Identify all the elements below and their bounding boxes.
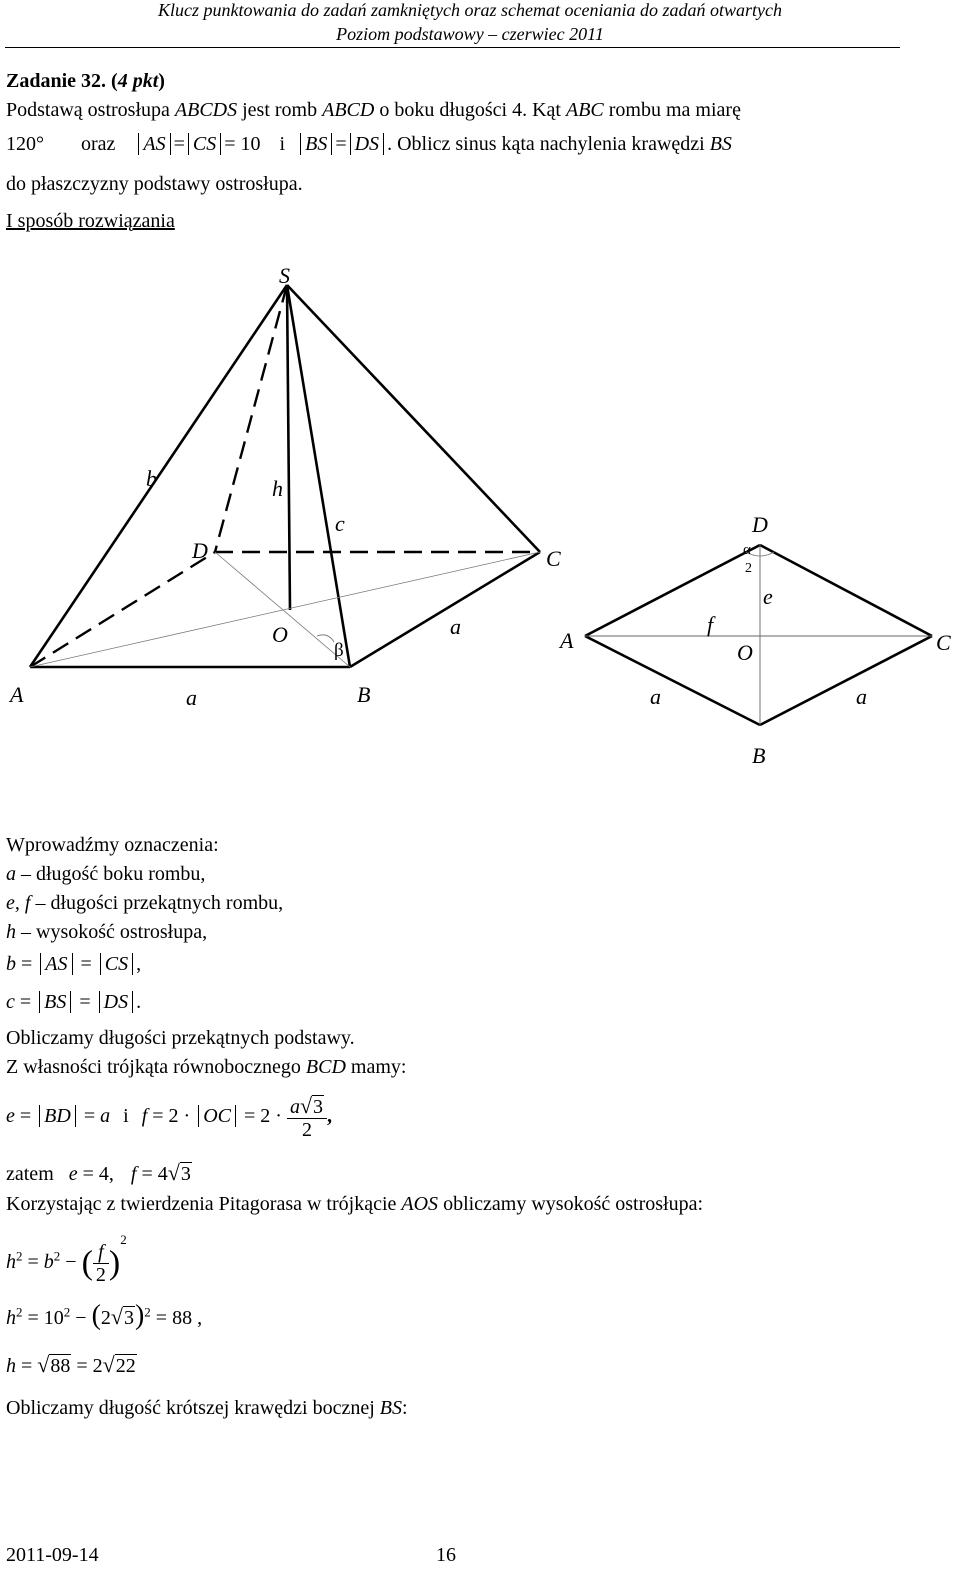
edge-AD bbox=[30, 552, 215, 667]
rhombus-CB bbox=[760, 636, 932, 725]
rhombus-drawing bbox=[585, 545, 932, 725]
pitagoras-line: Korzystając z twierdzenia Pitagorasa w trójkącie AOS obliczamy wysokość ostrosłupa: bbox=[6, 1193, 704, 1215]
task-title: Zadanie 32. (4 pkt) bbox=[6, 70, 165, 92]
label-f: f bbox=[707, 612, 714, 637]
footer-date: 2011-09-14 bbox=[6, 1544, 99, 1566]
header-line-2: Poziom podstawowy – czerwiec 2011 bbox=[336, 24, 604, 44]
label-a-BC: a bbox=[450, 614, 461, 639]
property-line: Z własności trójkąta równobocznego BCD mamy: bbox=[6, 1056, 407, 1078]
calc-diagonals-line: Obliczamy długości przekątnych podstawy. bbox=[6, 1027, 355, 1049]
label-S: S bbox=[279, 263, 290, 288]
definition-c: c = BS = DS . bbox=[6, 991, 142, 1013]
label-b: b bbox=[146, 466, 157, 491]
definition-b: b = AS = CS , bbox=[6, 953, 142, 975]
header-divider bbox=[5, 47, 900, 48]
diagonal-AC bbox=[30, 552, 540, 667]
label-B-rhombus: B bbox=[752, 743, 766, 768]
label-O-rhombus: O bbox=[737, 640, 753, 665]
equation-h-value: h = √88 = 2√22 bbox=[6, 1352, 136, 1377]
task-line-1: Podstawą ostrosłupa ABCDS jest romb ABCD o boku długości 4. Kąt ABC rombu ma miarę bbox=[6, 99, 741, 121]
rhombus-BA bbox=[585, 636, 760, 725]
method-title: I sposób rozwiązania bbox=[6, 210, 175, 232]
label-2-half: 2 bbox=[745, 561, 752, 576]
label-a-AB: a bbox=[186, 685, 197, 710]
label-C-rhombus: C bbox=[936, 630, 951, 655]
definition-h: h – wysokość ostrosłupa, bbox=[6, 921, 208, 943]
equation-e-f: e = BD = a i f = 2 · OC = 2 · $\frac{a√3}{2}$ , bbox=[6, 1093, 333, 1142]
pyramid-and-rhombus-figure bbox=[0, 250, 960, 780]
fraction-a-sqrt3-over-2: $\frac{a√3}{2}$ bbox=[287, 1094, 327, 1141]
intro-line: Wprowadźmy oznaczenia: bbox=[6, 834, 219, 856]
edge-BC bbox=[350, 552, 540, 667]
pyramid-drawing bbox=[30, 285, 540, 667]
rhombus-DC bbox=[760, 545, 932, 636]
label-O: O bbox=[272, 622, 288, 647]
label-alpha: α bbox=[743, 542, 751, 558]
edge-SD bbox=[215, 285, 287, 552]
definition-ef: e, f – długości przekątnych rombu, bbox=[6, 892, 284, 914]
page-number: 16 bbox=[436, 1544, 456, 1566]
label-a-right: a bbox=[856, 684, 867, 709]
task-line-2: 120° oraz AS = CS = 10 i BS = DS . Oblicz sinus kąta nachylenia krawędzi BS bbox=[6, 133, 732, 155]
label-A: A bbox=[10, 682, 24, 707]
label-A-rhombus: A bbox=[560, 628, 574, 653]
edge-SA bbox=[30, 285, 287, 667]
rhombus-AD bbox=[585, 545, 760, 636]
label-e: e bbox=[763, 584, 773, 609]
equation-h-squared-value: $h^2 = 10^2 - (2√3)^2 = 88$ , bbox=[6, 1300, 203, 1331]
height-SO bbox=[287, 285, 290, 610]
diagonal-BD bbox=[215, 552, 350, 667]
label-beta: β bbox=[334, 640, 344, 661]
label-D: D bbox=[192, 538, 208, 563]
label-B: B bbox=[357, 682, 371, 707]
definition-a: a – długość boku rombu, bbox=[6, 863, 206, 885]
label-h: h bbox=[272, 476, 283, 501]
header-line-1: Klucz punktowania do zadań zamkniętych oraz schemat oceniania do zadań otwartych bbox=[158, 0, 782, 20]
label-a-left: a bbox=[650, 684, 661, 709]
label-c: c bbox=[335, 511, 345, 536]
rhombus-labels bbox=[558, 512, 951, 768]
label-C: C bbox=[546, 546, 561, 571]
task-line-3: do płaszczyzny podstawy ostrosłupa. bbox=[6, 173, 303, 195]
shorter-edge-line: Obliczamy długość krótszej krawędzi bocznej BS: bbox=[6, 1397, 408, 1419]
equation-h-squared: $h^2 = b^2$ − ( $\frac{f}{2}$ )$^2$ bbox=[6, 1232, 127, 1286]
zatem-line: zatem e = 4, f = 4√3 bbox=[6, 1160, 191, 1185]
label-D-rhombus: D bbox=[752, 512, 768, 537]
